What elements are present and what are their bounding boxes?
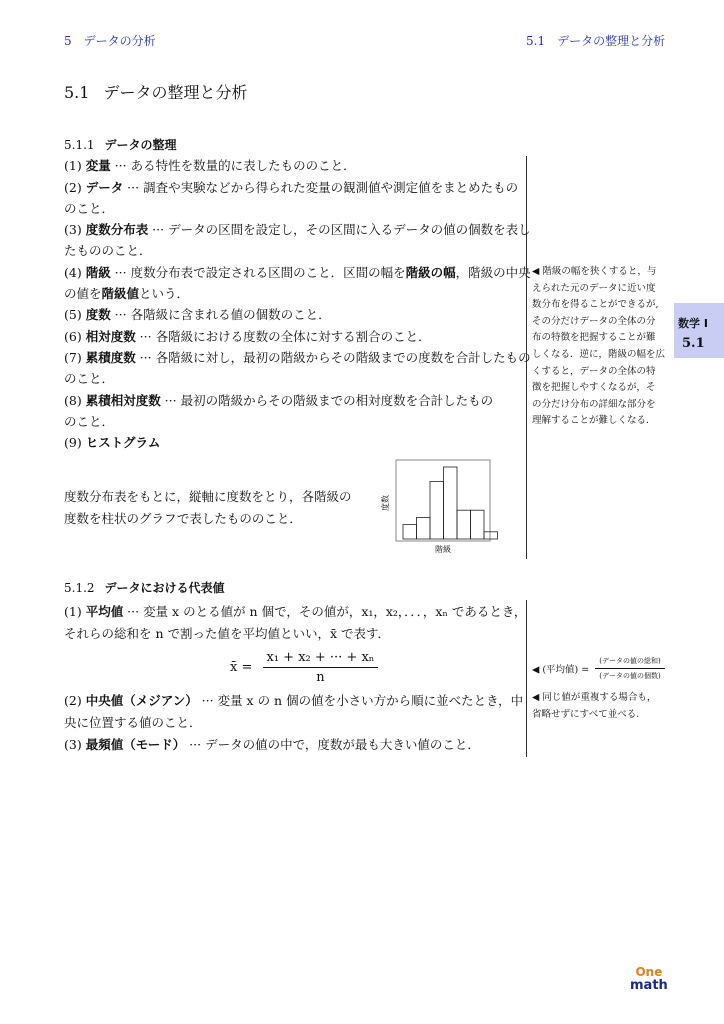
definition-item-cont: のこと． <box>64 201 115 216</box>
histogram-bar <box>444 467 458 539</box>
median-definition-cont: 央に位置する値のこと． <box>64 715 202 730</box>
subsection-title-2 <box>64 579 225 596</box>
definition-item-cont: のこと． <box>64 414 115 429</box>
histogram-x-label: 階級 <box>435 545 451 554</box>
histogram-description: 度数を柱状のグラフで表したもののこと． <box>64 511 302 526</box>
one-math-logo: One math <box>630 965 668 993</box>
median-definition: (2) 中央値（メジアン） ··· 変量 x の n 個の値を小さい方から順に並べたとき，中 <box>64 693 524 708</box>
histogram-description: 度数分布表をもとに，縦軸に度数をとり，各階級の <box>64 489 352 504</box>
definition-item: (4) 階級 ··· 度数分布表で設定される区間のこと．区間の幅を階級の幅，階級の中央 <box>64 265 531 280</box>
definition-item: (8) 累積相対度数 ··· 最初の階級からその階級までの相対度数を合計したもの <box>64 393 494 408</box>
histogram-bar <box>430 481 444 539</box>
tab-section: 5.1 <box>682 336 705 351</box>
histogram-bar <box>484 532 498 539</box>
median-side-note: ◀ 同じ値が重複する場合も， 省略せずにすべて並べる． <box>532 692 657 720</box>
definition-item: (2) データ ··· 調査や実験などから得られた変量の観測値や測定値をまとめたもの <box>64 180 519 195</box>
tab-subject: 数学 I <box>678 317 708 330</box>
definition-item: (5) 度数 ··· 各階級に含まれる値の個数のこと． <box>64 307 331 322</box>
margin-rule <box>526 600 527 757</box>
definition-item-cont: のこと． <box>64 371 115 386</box>
subsection-number: 5.1.2 <box>64 581 95 595</box>
mean-side-note: ◀ (平均値) = $\frac{\text{(データの値の総和)}}{\text{(データの値の個数)}}$ <box>532 656 665 681</box>
definition-item: (7) 累積度数 ··· 各階級に対し，最初の階級からその階級までの度数を合計したもの <box>64 350 531 365</box>
definition-item: (9) ヒストグラム <box>64 435 161 450</box>
subsection-title-text: データの整理 <box>104 138 177 152</box>
side-note-class-width: ◀ 階級の幅を狭くすると，与 えられた元のデータに近い度 数分布を得ることができるが, その分だけデータの全体の分 布の特徴を把握することが難 しくなる．逆に，階級の幅を広 くすると，データの全体の特 徴を把握しやすくなるが，そ の分だけ分布の詳細な部分を 理解することが難しくなる． <box>532 266 666 427</box>
section-title-text: データの整理と分析 <box>103 83 248 102</box>
histogram-bar <box>403 525 417 539</box>
running-header-section: 5.1 データの整理と分析 <box>526 34 666 48</box>
histogram-y-label: 度数 <box>381 495 390 511</box>
histogram-bar <box>417 517 431 539</box>
histogram-bar <box>471 510 485 539</box>
mode-definition: (3) 最頻値（モード） ··· データの値の中で，度数が最も大きい値のこと． <box>64 737 480 752</box>
section-number: 5.1 <box>64 83 90 102</box>
definition-item-cont: の値を階級値という． <box>64 286 190 301</box>
definition-item: (6) 相対度数 ··· 各階級における度数の全体に対する割合のこと． <box>64 329 431 344</box>
definition-item: (1) 変量 ··· ある特性を数量的に表したもののこと． <box>64 158 356 173</box>
mean-definition: (1) 平均値 ··· 変量 x のとる値が n 個で，その値が，x₁，x₂，．．．，xₙ であるとき， <box>64 604 527 619</box>
histogram-bar <box>457 510 471 539</box>
chapter-tab <box>674 303 724 358</box>
histogram-bars <box>403 467 498 539</box>
histogram-frame <box>396 460 490 541</box>
mean-formula: x̄ = $\frac{\text{x₁ + x₂ + ··· + xₙ}}{n}$ <box>230 650 378 685</box>
subsection-title-text: データにおける代表値 <box>104 581 225 595</box>
subsection-title-1 <box>64 136 177 153</box>
definition-item-cont: たもののこと． <box>64 243 152 258</box>
definition-item: (3) 度数分布表 ··· データの区間を設定し，その区間に入るデータの値の個数を表し <box>64 222 531 237</box>
running-header-chapter: 5 データの分析 <box>64 34 156 48</box>
mean-definition-cont: それらの総和を n で割った値を平均値といい，x̄ で表す． <box>64 626 391 641</box>
section-title <box>64 80 247 103</box>
histogram-figure <box>380 455 500 560</box>
subsection-number: 5.1.1 <box>64 138 95 152</box>
